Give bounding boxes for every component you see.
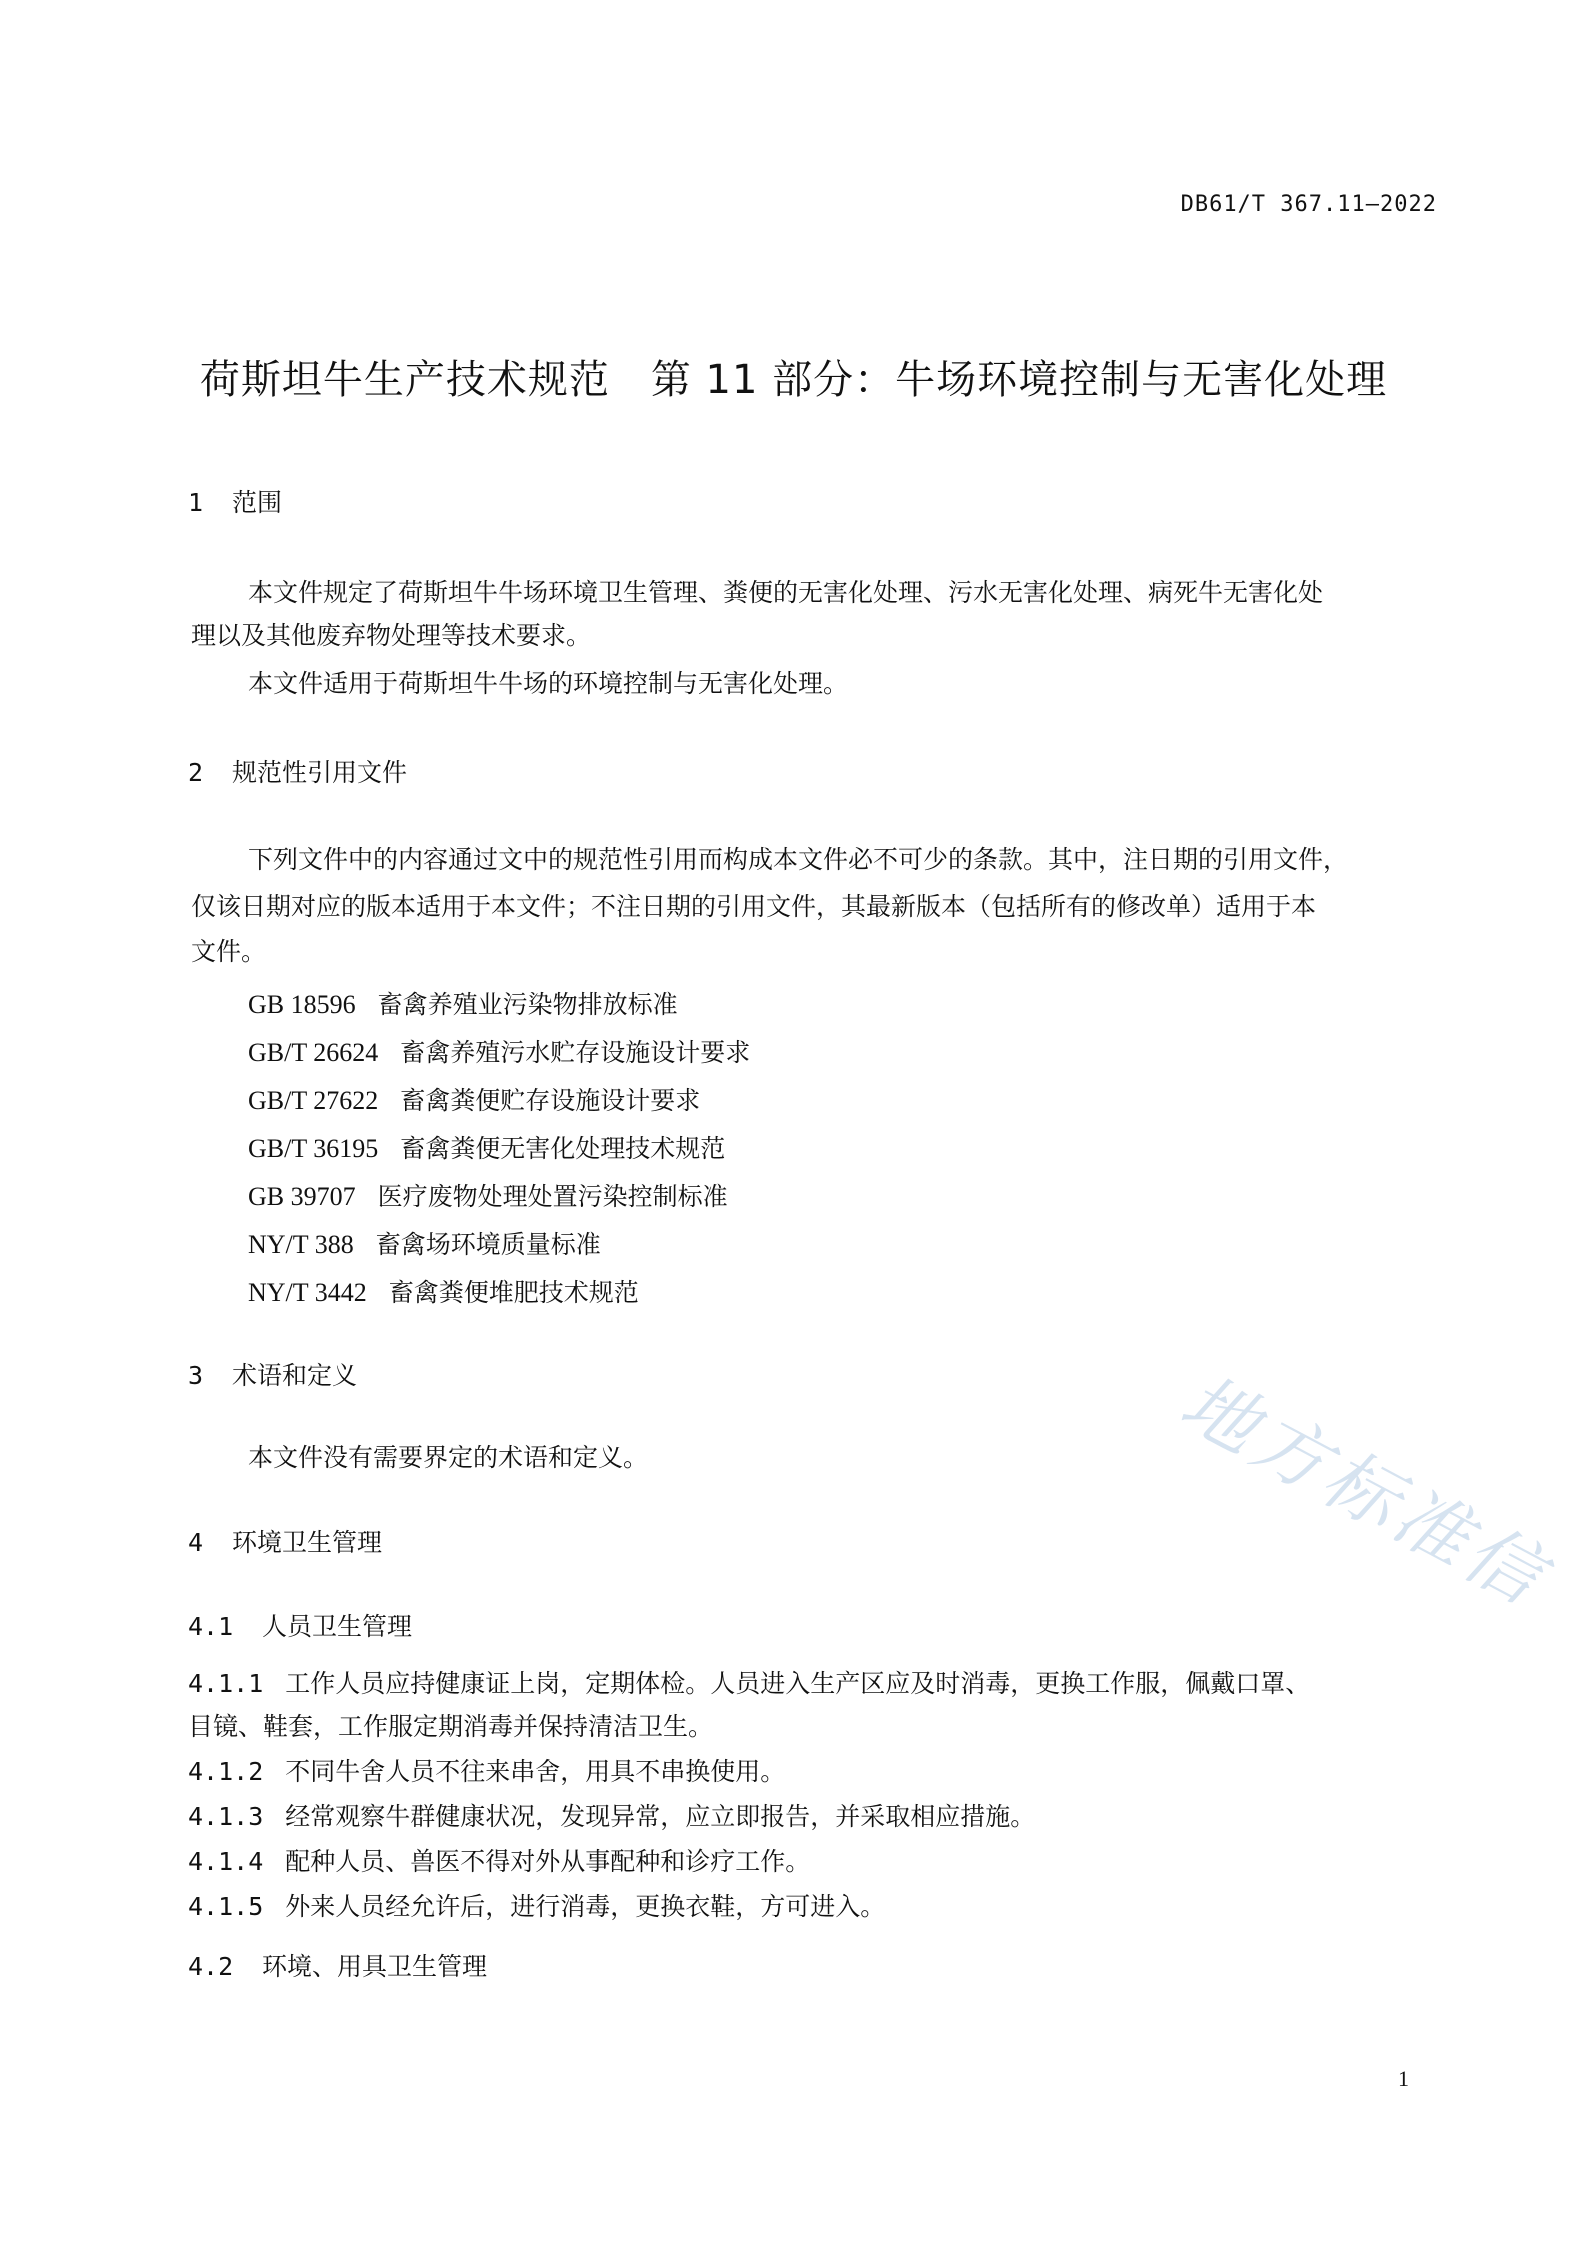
reference-item	[248, 1081, 700, 1117]
reference-code: GB 39707	[248, 1182, 356, 1211]
clause-number: 4.1.5	[188, 1892, 264, 1921]
reference-item	[248, 985, 678, 1021]
reference-title: 畜禽场环境质量标准	[375, 1230, 601, 1259]
clause-4-1-3	[188, 1795, 1035, 1839]
clause-text: 经常观察牛群健康状况，发现异常，应立即报告，并采取相应措施。	[285, 1802, 1036, 1831]
document-code: DB61/T 367.11—2022	[1180, 192, 1437, 217]
reference-code: GB/T 27622	[248, 1086, 379, 1115]
clause-4-1-1-line-2: 目镜、鞋套，工作服定期消毒并保持清洁卫生。	[188, 1712, 714, 1741]
reference-code: GB 18596	[248, 990, 356, 1019]
clause-4-1-2	[188, 1750, 785, 1794]
clause-number: 4.1.2	[188, 1757, 264, 1786]
page-number: 1	[1398, 2066, 1409, 2091]
section-1-heading	[188, 483, 282, 519]
clause-4-1-1	[188, 1662, 1310, 1706]
subsection-4-2-heading	[188, 1947, 487, 1983]
clause-number: 4.1.4	[188, 1847, 264, 1876]
clause-4-1-4	[188, 1840, 810, 1884]
section-title: 范围	[232, 488, 283, 517]
reference-item	[248, 1273, 639, 1309]
reference-item	[248, 1177, 728, 1213]
section-2-intro-line-2: 仅该日期对应的版本适用于本文件；不注日期的引用文件，其最新版本（包括所有的修改单）适用于本	[191, 892, 1317, 921]
clause-number: 4.1.3	[188, 1802, 264, 1831]
subsection-title: 人员卫生管理	[262, 1612, 413, 1641]
section-2-heading	[188, 753, 407, 789]
clause-text: 外来人员经允许后，进行消毒，更换衣鞋，方可进入。	[285, 1892, 886, 1921]
clause-text-line-1: 工作人员应持健康证上岗，定期体检。人员进入生产区应及时消毒，更换工作服，佩戴口罩、	[285, 1669, 1311, 1698]
section-1-paragraph-1-line-1: 本文件规定了荷斯坦牛牛场环境卫生管理、粪便的无害化处理、污水无害化处理、病死牛无害化处	[248, 578, 1324, 607]
section-title: 环境卫生管理	[232, 1528, 383, 1557]
reference-code: GB/T 36195	[248, 1134, 379, 1163]
reference-title: 畜禽养殖业污染物排放标准	[377, 990, 678, 1019]
section-3-paragraph: 本文件没有需要界定的术语和定义。	[248, 1443, 649, 1472]
reference-item	[248, 1033, 750, 1069]
document-title: 荷斯坦牛生产技术规范 第 11 部分：牛场环境控制与无害化处理	[199, 357, 1388, 403]
clause-number: 4.1.1	[188, 1669, 264, 1698]
reference-code: GB/T 26624	[248, 1038, 379, 1067]
clause-text: 配种人员、兽医不得对外从事配种和诊疗工作。	[285, 1847, 811, 1876]
section-2-intro-line-3: 文件。	[191, 937, 267, 966]
reference-title: 畜禽养殖污水贮存设施设计要求	[400, 1038, 751, 1067]
section-1-paragraph-2: 本文件适用于荷斯坦牛牛场的环境控制与无害化处理。	[248, 669, 849, 698]
subsection-number: 4.2	[188, 1952, 234, 1981]
section-title: 规范性引用文件	[232, 758, 408, 787]
reference-title: 畜禽粪便贮存设施设计要求	[400, 1086, 701, 1115]
section-title: 术语和定义	[232, 1361, 358, 1390]
subsection-number: 4.1	[188, 1612, 234, 1641]
subsection-title: 环境、用具卫生管理	[262, 1952, 488, 1981]
section-number: 3	[188, 1361, 204, 1390]
reference-item	[248, 1225, 601, 1261]
section-3-heading	[188, 1356, 357, 1392]
reference-title: 畜禽粪便堆肥技术规范	[388, 1278, 639, 1307]
section-4-heading	[188, 1523, 382, 1559]
clause-4-1-5	[188, 1885, 885, 1929]
watermark: 地方标准信	[1167, 1359, 1561, 1623]
subsection-4-1-heading	[188, 1607, 412, 1643]
reference-title: 畜禽粪便无害化处理技术规范	[400, 1134, 726, 1163]
clause-text: 不同牛舍人员不往来串舍，用具不串换使用。	[285, 1757, 786, 1786]
reference-item	[248, 1129, 725, 1165]
section-number: 4	[188, 1528, 204, 1557]
section-number: 1	[188, 488, 204, 517]
reference-title: 医疗废物处理处置污染控制标准	[377, 1182, 728, 1211]
reference-code: NY/T 388	[248, 1230, 354, 1259]
reference-code: NY/T 3442	[248, 1278, 367, 1307]
section-number: 2	[188, 758, 204, 787]
section-1-paragraph-1-line-2: 理以及其他废弃物处理等技术要求。	[191, 621, 592, 650]
section-2-intro-line-1: 下列文件中的内容通过文中的规范性引用而构成本文件必不可少的条款。其中，注日期的引用文件，	[248, 845, 1349, 874]
